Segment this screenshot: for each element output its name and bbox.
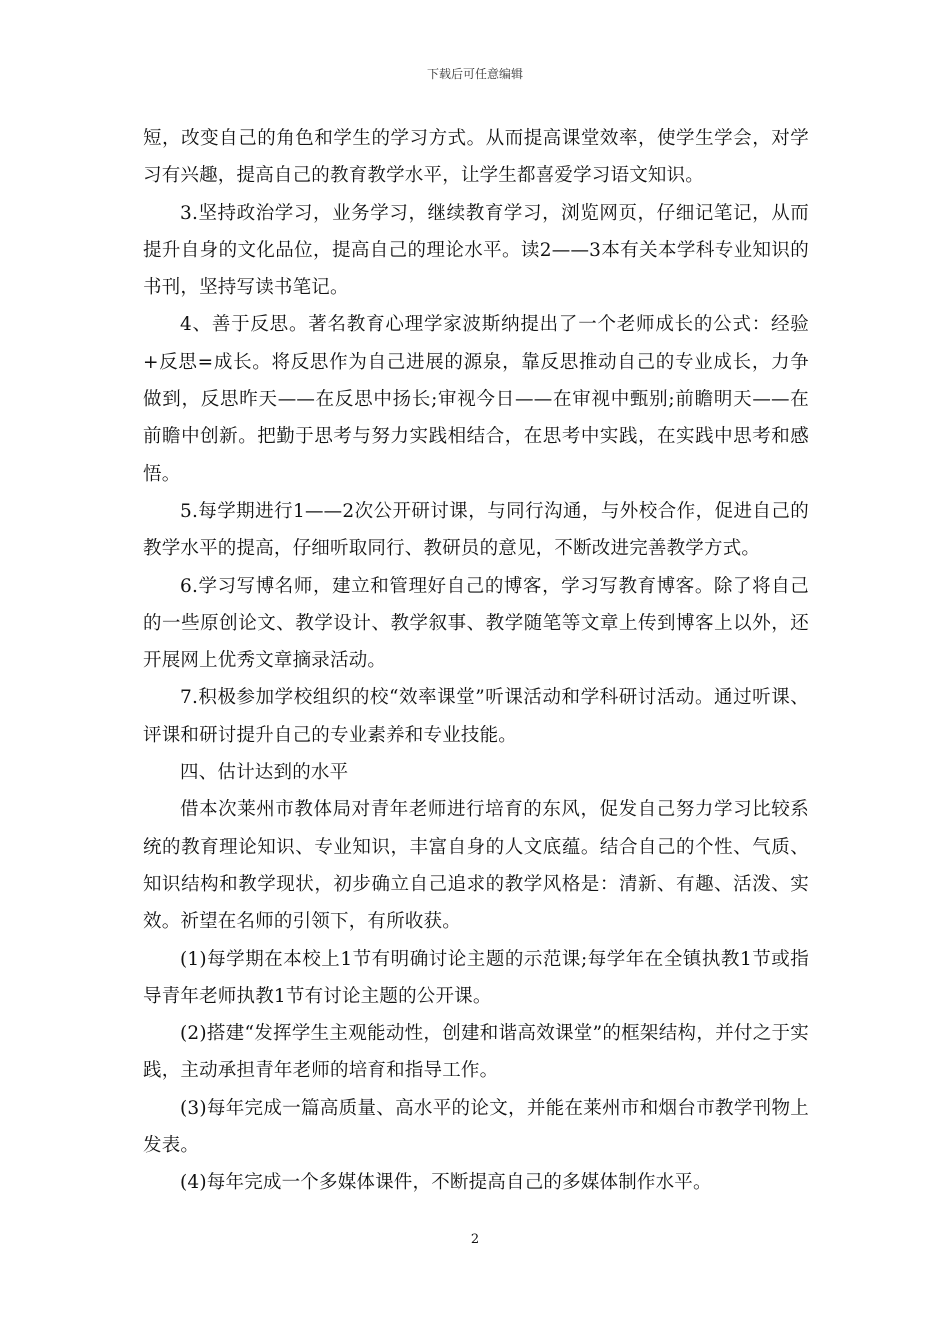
goal-item-3: (3)每年完成一篇高质量、高水平的论文，并能在莱州市和烟台市教学刊物上发表。 — [143, 1097, 809, 1157]
goal-item-1: (1)每学期在本校上1节有明确讨论主题的示范课;每学年在全镇执教1节或指导青年老师执教1节有讨论主题的公开课。 — [143, 948, 809, 1007]
section-heading: 四、估计达到的水平 — [180, 762, 349, 784]
paragraph-item-4: 4、善于反思。著名教育心理学家波斯纳提出了一个老师成长的公式：经验+反思=成长。将反思作为自己进展的源泉，靠反思推动自己的专业成长，力争做到，反思昨天——在反思中扬长;审视今日——在审视中甄别;前瞻明天——在前瞻中创新。把勤于思考与努力实践相结合，在思考中实践，在实践中思考和感悟。 — [143, 314, 809, 485]
paragraph-intro: 借本次莱州市教体局对青年老师进行培育的东风，促发自己努力学习比较系统的教育理论知识、专业知识，丰富自身的人文底蕴。结合自己的个性、气质、知识结构和教学现状，初步确立自己追求的教学风格是：清新、有趣、活泼、实效。祈望在名师的引领下，有所收获。 — [143, 799, 809, 933]
document-body — [143, 120, 809, 1202]
page-header: 下载后可任意编辑 — [426, 67, 523, 81]
paragraph-item-7: 7.积极参加学校组织的校“效率课堂”听课活动和学科研讨活动。通过听课、评课和研讨提升自己的专业素养和专业技能。 — [143, 687, 809, 746]
paragraph-item-3: 3.坚持政治学习，业务学习，继续教育学习，浏览网页，仔细记笔记，从而提升自身的文化品位，提高自己的理论水平。读2——3本有关本学科专业知识的书刊，坚持写读书笔记。 — [143, 202, 809, 299]
paragraph-item-6: 6.学习写博名师，建立和管理好自己的博客，学习写教育博客。除了将自己的一些原创论文、教学设计、教学叙事、教学随笔等文章上传到博客上以外，还开展网上优秀文章摘录活动。 — [143, 575, 809, 672]
page-number: 2 — [470, 1232, 480, 1247]
goal-item-2: (2)搭建“发挥学生主观能动性，创建和谐高效课堂”的框架结构，并付之于实践，主动承担青年老师的培育和指导工作。 — [143, 1023, 809, 1082]
paragraph-item-5: 5.每学期进行1——2次公开研讨课，与同行沟通，与外校合作，促进自己的教学水平的提高，仔细听取同行、教研员的意见，不断改进完善教学方式。 — [143, 500, 809, 560]
goal-item-4: (4)每年完成一个多媒体课件，不断提高自己的多媒体制作水平。 — [180, 1172, 712, 1194]
paragraph-continuation: 短，改变自己的角色和学生的学习方式。从而提高课堂效率，使学生学会，对学习有兴趣，提高自己的教育教学水平，让学生都喜爱学习语文知识。 — [143, 128, 809, 187]
